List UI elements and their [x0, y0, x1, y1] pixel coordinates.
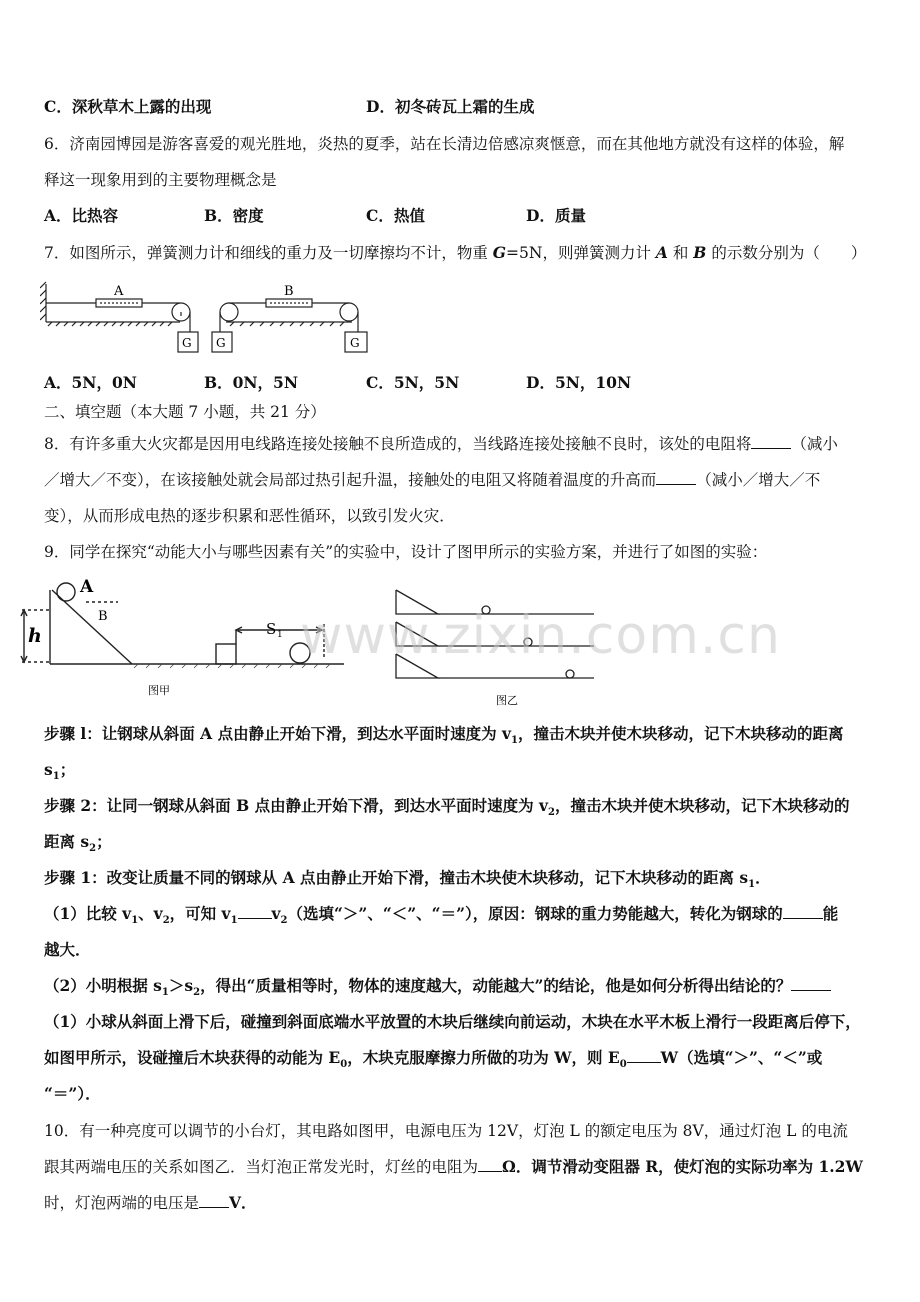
q9-fig-label-h: h — [28, 625, 42, 647]
q6-stem-line1: 6．济南园博园是游客喜爱的观光胜地，炎热的夏季，站在长清边倍感凉爽惬意，而在其他地方就没有这样的体验，解 — [44, 135, 845, 153]
q9-fig-label-s-sub: 1 — [277, 630, 283, 640]
q10-blank-resistance[interactable] — [478, 1157, 502, 1172]
q9-step3: 步骤 1：改变让质量不同的钢球从 A 点由静止开始下滑，撞击木块使木块移动，记下木块移动的距离 $s_1$． — [44, 868, 771, 891]
q9-part3-line1: （1）小球从斜面上滑下后，碰撞到斜面底端水平放置的木块后继续向前运动，木块在水平木板上滑行一段距离后停下， — [44, 1012, 861, 1031]
q9-blank-energy-compare[interactable] — [627, 1048, 661, 1063]
section-heading: 二、填空题（本大题 7 小题，共 21 分） — [44, 403, 326, 421]
q7-option-d: D．5N，10N — [526, 373, 632, 392]
q9-fig-label-b: B — [98, 609, 108, 624]
q7-fig-label-a: A — [114, 284, 124, 299]
q9-part2-line1: （2）小明根据 $s_1>s_2$，得出“质量相等时，物体的速度越大，动能越大”的结论，他是如何分析得出结论的？ — [44, 975, 831, 1004]
q6-option-b: B．密度 — [204, 206, 264, 225]
q7-option-c: C．5N，5N — [366, 373, 460, 392]
q9-step2-line2: 距离 $s_2$； — [44, 832, 112, 855]
q9-stem: 9．同学在探究“动能大小与哪些因素有关”的实验中，设计了图甲所示的实验方案，并进行了如图的实验： — [44, 543, 768, 561]
q7-fig-label-g3: G — [350, 336, 360, 350]
q7-option-a: A．5N，0N — [44, 373, 137, 392]
q8-line3: 变），从而形成电热的逐步积累和恶性循环，以致引发火灾． — [44, 507, 455, 525]
q9-blank-compare[interactable] — [238, 904, 272, 919]
q10-line3: 时，灯泡两端的电压是 V． — [44, 1193, 257, 1212]
q9-step1-line1: 步骤 l：让钢球从斜面 A 点由静止开始下滑，到达水平面时速度为 $v_1$，撞击木块并使木块移动，记下木块移动的距离 — [44, 724, 844, 747]
q8-line2: ／增大／不变），在该接触处就会局部过热引起升温，接触处的电阻又将随着温度的升高而 （减小／增大／不 — [44, 471, 821, 489]
q9-fig-label-a: A — [80, 577, 94, 597]
q9-fig-label-s: S — [266, 620, 277, 638]
q9-step2-line1: 步骤 2：让同一钢球从斜面 B 点由静止开始下滑，到达水平面时速度为 $v_2$，撞击木块并使木块移动，记下木块移动的 — [44, 796, 850, 819]
q9-blank-energy[interactable] — [783, 904, 823, 919]
q10-blank-voltage[interactable] — [199, 1193, 229, 1208]
q6-option-c: C．热值 — [366, 206, 425, 225]
q7-fig-label-g2: G — [216, 336, 226, 350]
q7-spring-scale-figure — [40, 276, 380, 358]
q7-fig-label-g1: G — [182, 336, 192, 350]
spring-scale-a — [96, 299, 142, 307]
q7-option-b: B．0N，5N — [204, 373, 299, 392]
q7-stem: 7．如图所示，弹簧测力计和细线的重力及一切摩擦均不计，物重 G=5N，则弹簧测力计 A 和 B 的示数分别为（ ） — [44, 243, 867, 262]
q9-blank-analysis[interactable] — [791, 976, 831, 991]
watermark: www.zixin.com.cn — [300, 606, 781, 666]
q6-option-a: A．比热容 — [44, 206, 119, 225]
q6-option-d: D．质量 — [526, 206, 586, 225]
q9-part1-line2: 越大． — [44, 940, 91, 959]
q9-part1-line1: （1）比较 $v_1$、$v_2$，可知 $v_1$ $v_2$（选填“＞”、“＜”、“＝”），原因：钢球的重力势能越大，转化为钢球的 能 — [44, 904, 839, 927]
q6-stem-line2: 释这一现象用到的主要物理概念是 — [44, 171, 277, 189]
q8-line1: 8．有许多重大火灾都是因用电线路连接处接触不良所造成的，当线路连接处接触不良时，该处的电阻将 （减小 — [44, 435, 838, 453]
q5-option-c: C．深秋草木上露的出现 — [44, 97, 212, 116]
q7-fig-label-b: B — [284, 284, 294, 299]
q10-line1: 10．有一种亮度可以调节的小台灯，其电路如图甲，电源电压为 12V，灯泡 L 的额定电压为 8V，通过灯泡 L 的电流 — [44, 1122, 848, 1140]
q10-line2: 跟其两端电压的关系如图乙．当灯泡正常发光时，灯丝的电阻为 Ω．调节滑动变阻器 R，使灯泡的实际功率为 1.2W — [44, 1157, 863, 1176]
q9-part3-line2: 如图甲所示，设碰撞后木块获得的动能为 $E_0$，木块克服摩擦力所做的功为 W，则 $E_0$ W（选填“＞”、“＜”或 — [44, 1048, 823, 1071]
q5-option-d: D．初冬砖瓦上霜的生成 — [366, 97, 535, 116]
q8-blank-2[interactable] — [656, 470, 696, 485]
q8-blank-1[interactable] — [751, 434, 791, 449]
q9-part3-line3: “＝”）． — [44, 1084, 101, 1103]
q9-fig-caption-jia: 图甲 — [148, 684, 170, 697]
q9-fig-caption-yi: 图乙 — [496, 694, 518, 707]
q9-step1-line2: $s_1$； — [44, 760, 76, 783]
